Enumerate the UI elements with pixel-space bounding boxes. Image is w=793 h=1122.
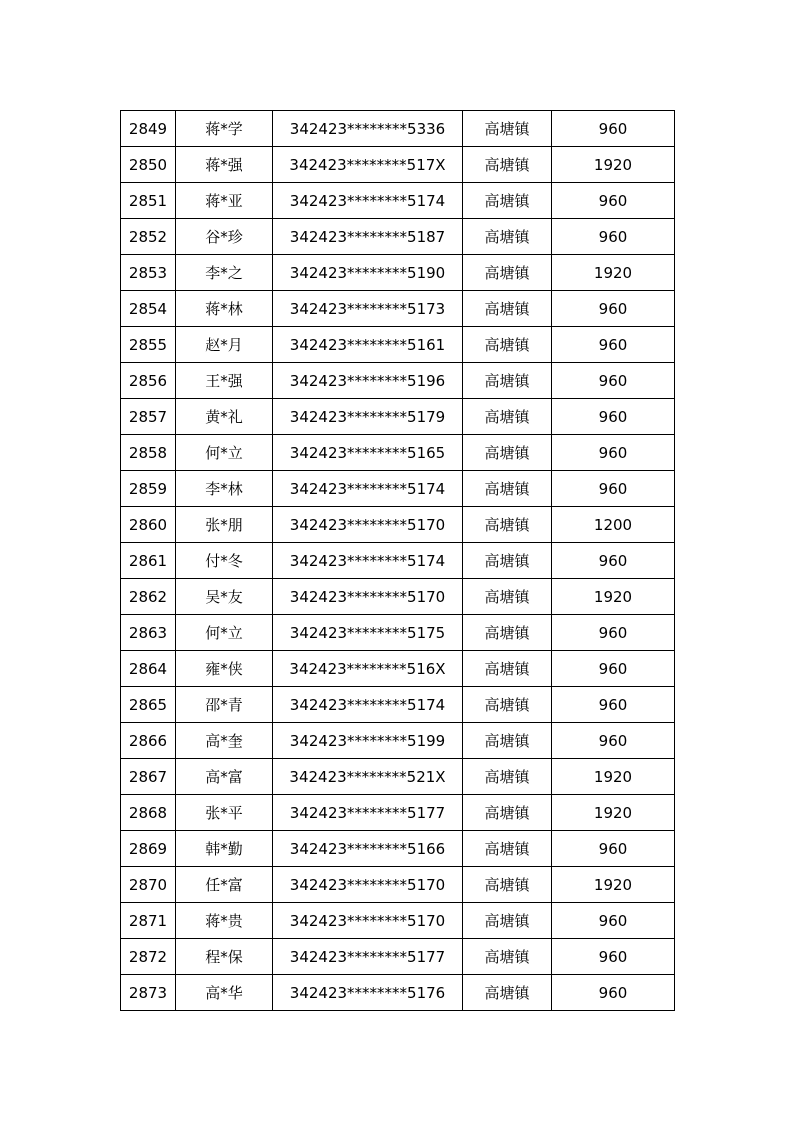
name-cell: 吴*友	[176, 579, 273, 615]
amount-cell: 960	[552, 291, 675, 327]
row-number-cell: 2862	[121, 579, 176, 615]
name-cell: 任*富	[176, 867, 273, 903]
row-number-cell: 2854	[121, 291, 176, 327]
name-cell: 蒋*亚	[176, 183, 273, 219]
name-cell: 高*富	[176, 759, 273, 795]
amount-cell: 960	[552, 327, 675, 363]
amount-cell: 1920	[552, 147, 675, 183]
table-row	[121, 759, 675, 795]
id-number-cell: 342423********5196	[273, 363, 463, 399]
amount-cell: 960	[552, 543, 675, 579]
row-number-cell: 2870	[121, 867, 176, 903]
table-row	[121, 147, 675, 183]
amount-cell: 960	[552, 975, 675, 1011]
town-cell: 高塘镇	[463, 975, 552, 1011]
table-row	[121, 903, 675, 939]
name-cell: 何*立	[176, 615, 273, 651]
amount-cell: 960	[552, 219, 675, 255]
town-cell: 高塘镇	[463, 867, 552, 903]
name-cell: 蒋*贵	[176, 903, 273, 939]
town-cell: 高塘镇	[463, 759, 552, 795]
table-row	[121, 327, 675, 363]
name-cell: 蒋*林	[176, 291, 273, 327]
row-number-cell: 2852	[121, 219, 176, 255]
table-row	[121, 615, 675, 651]
amount-cell: 1920	[552, 795, 675, 831]
town-cell: 高塘镇	[463, 435, 552, 471]
table-row	[121, 867, 675, 903]
row-number-cell: 2851	[121, 183, 176, 219]
row-number-cell: 2866	[121, 723, 176, 759]
id-number-cell: 342423********5175	[273, 615, 463, 651]
amount-cell: 960	[552, 363, 675, 399]
amount-cell: 1920	[552, 759, 675, 795]
table-row	[121, 687, 675, 723]
amount-cell: 960	[552, 939, 675, 975]
town-cell: 高塘镇	[463, 615, 552, 651]
amount-cell: 960	[552, 111, 675, 147]
id-number-cell: 342423********5336	[273, 111, 463, 147]
row-number-cell: 2873	[121, 975, 176, 1011]
id-number-cell: 342423********517X	[273, 147, 463, 183]
name-cell: 李*林	[176, 471, 273, 507]
amount-cell: 1920	[552, 867, 675, 903]
name-cell: 李*之	[176, 255, 273, 291]
row-number-cell: 2865	[121, 687, 176, 723]
subsidy-table	[120, 110, 675, 1011]
town-cell: 高塘镇	[463, 147, 552, 183]
amount-cell: 960	[552, 651, 675, 687]
row-number-cell: 2856	[121, 363, 176, 399]
town-cell: 高塘镇	[463, 219, 552, 255]
id-number-cell: 342423********5176	[273, 975, 463, 1011]
row-number-cell: 2857	[121, 399, 176, 435]
table-row	[121, 795, 675, 831]
name-cell: 张*平	[176, 795, 273, 831]
table-row	[121, 363, 675, 399]
row-number-cell: 2871	[121, 903, 176, 939]
table-row	[121, 435, 675, 471]
amount-cell: 960	[552, 435, 675, 471]
name-cell: 高*奎	[176, 723, 273, 759]
amount-cell: 960	[552, 471, 675, 507]
name-cell: 程*保	[176, 939, 273, 975]
name-cell: 蒋*强	[176, 147, 273, 183]
table-row	[121, 507, 675, 543]
table-row	[121, 975, 675, 1011]
town-cell: 高塘镇	[463, 399, 552, 435]
amount-cell: 1920	[552, 255, 675, 291]
row-number-cell: 2859	[121, 471, 176, 507]
town-cell: 高塘镇	[463, 687, 552, 723]
row-number-cell: 2855	[121, 327, 176, 363]
name-cell: 邵*青	[176, 687, 273, 723]
town-cell: 高塘镇	[463, 327, 552, 363]
amount-cell: 960	[552, 687, 675, 723]
table-row	[121, 651, 675, 687]
town-cell: 高塘镇	[463, 363, 552, 399]
name-cell: 谷*珍	[176, 219, 273, 255]
id-number-cell: 342423********5174	[273, 183, 463, 219]
table-row	[121, 255, 675, 291]
amount-cell: 960	[552, 399, 675, 435]
row-number-cell: 2869	[121, 831, 176, 867]
id-number-cell: 342423********5179	[273, 399, 463, 435]
table-row	[121, 471, 675, 507]
town-cell: 高塘镇	[463, 111, 552, 147]
amount-cell: 960	[552, 723, 675, 759]
row-number-cell: 2872	[121, 939, 176, 975]
amount-cell: 1920	[552, 579, 675, 615]
name-cell: 付*冬	[176, 543, 273, 579]
name-cell: 张*朋	[176, 507, 273, 543]
id-number-cell: 342423********5170	[273, 507, 463, 543]
name-cell: 高*华	[176, 975, 273, 1011]
amount-cell: 1200	[552, 507, 675, 543]
town-cell: 高塘镇	[463, 507, 552, 543]
id-number-cell: 342423********5199	[273, 723, 463, 759]
name-cell: 韩*勤	[176, 831, 273, 867]
town-cell: 高塘镇	[463, 579, 552, 615]
id-number-cell: 342423********5170	[273, 579, 463, 615]
town-cell: 高塘镇	[463, 255, 552, 291]
row-number-cell: 2863	[121, 615, 176, 651]
town-cell: 高塘镇	[463, 471, 552, 507]
amount-cell: 960	[552, 615, 675, 651]
town-cell: 高塘镇	[463, 651, 552, 687]
name-cell: 黄*礼	[176, 399, 273, 435]
table-row	[121, 939, 675, 975]
row-number-cell: 2864	[121, 651, 176, 687]
name-cell: 雍*侠	[176, 651, 273, 687]
table-row	[121, 183, 675, 219]
amount-cell: 960	[552, 183, 675, 219]
id-number-cell: 342423********5174	[273, 687, 463, 723]
id-number-cell: 342423********5170	[273, 903, 463, 939]
row-number-cell: 2868	[121, 795, 176, 831]
id-number-cell: 342423********5174	[273, 543, 463, 579]
name-cell: 何*立	[176, 435, 273, 471]
table-row	[121, 543, 675, 579]
id-number-cell: 342423********5177	[273, 939, 463, 975]
row-number-cell: 2867	[121, 759, 176, 795]
id-number-cell: 342423********5174	[273, 471, 463, 507]
town-cell: 高塘镇	[463, 723, 552, 759]
name-cell: 王*强	[176, 363, 273, 399]
name-cell: 蒋*学	[176, 111, 273, 147]
table-row	[121, 831, 675, 867]
table-body	[121, 111, 675, 1011]
id-number-cell: 342423********5190	[273, 255, 463, 291]
table-row	[121, 723, 675, 759]
amount-cell: 960	[552, 903, 675, 939]
row-number-cell: 2850	[121, 147, 176, 183]
amount-cell: 960	[552, 831, 675, 867]
town-cell: 高塘镇	[463, 183, 552, 219]
id-number-cell: 342423********521X	[273, 759, 463, 795]
table-row	[121, 291, 675, 327]
id-number-cell: 342423********5165	[273, 435, 463, 471]
table-row	[121, 219, 675, 255]
id-number-cell: 342423********516X	[273, 651, 463, 687]
table-row	[121, 111, 675, 147]
id-number-cell: 342423********5166	[273, 831, 463, 867]
id-number-cell: 342423********5173	[273, 291, 463, 327]
table-row	[121, 399, 675, 435]
town-cell: 高塘镇	[463, 291, 552, 327]
row-number-cell: 2861	[121, 543, 176, 579]
town-cell: 高塘镇	[463, 543, 552, 579]
town-cell: 高塘镇	[463, 795, 552, 831]
id-number-cell: 342423********5187	[273, 219, 463, 255]
town-cell: 高塘镇	[463, 831, 552, 867]
town-cell: 高塘镇	[463, 903, 552, 939]
id-number-cell: 342423********5170	[273, 867, 463, 903]
row-number-cell: 2849	[121, 111, 176, 147]
table-row	[121, 579, 675, 615]
id-number-cell: 342423********5177	[273, 795, 463, 831]
town-cell: 高塘镇	[463, 939, 552, 975]
row-number-cell: 2860	[121, 507, 176, 543]
row-number-cell: 2853	[121, 255, 176, 291]
name-cell: 赵*月	[176, 327, 273, 363]
id-number-cell: 342423********5161	[273, 327, 463, 363]
row-number-cell: 2858	[121, 435, 176, 471]
